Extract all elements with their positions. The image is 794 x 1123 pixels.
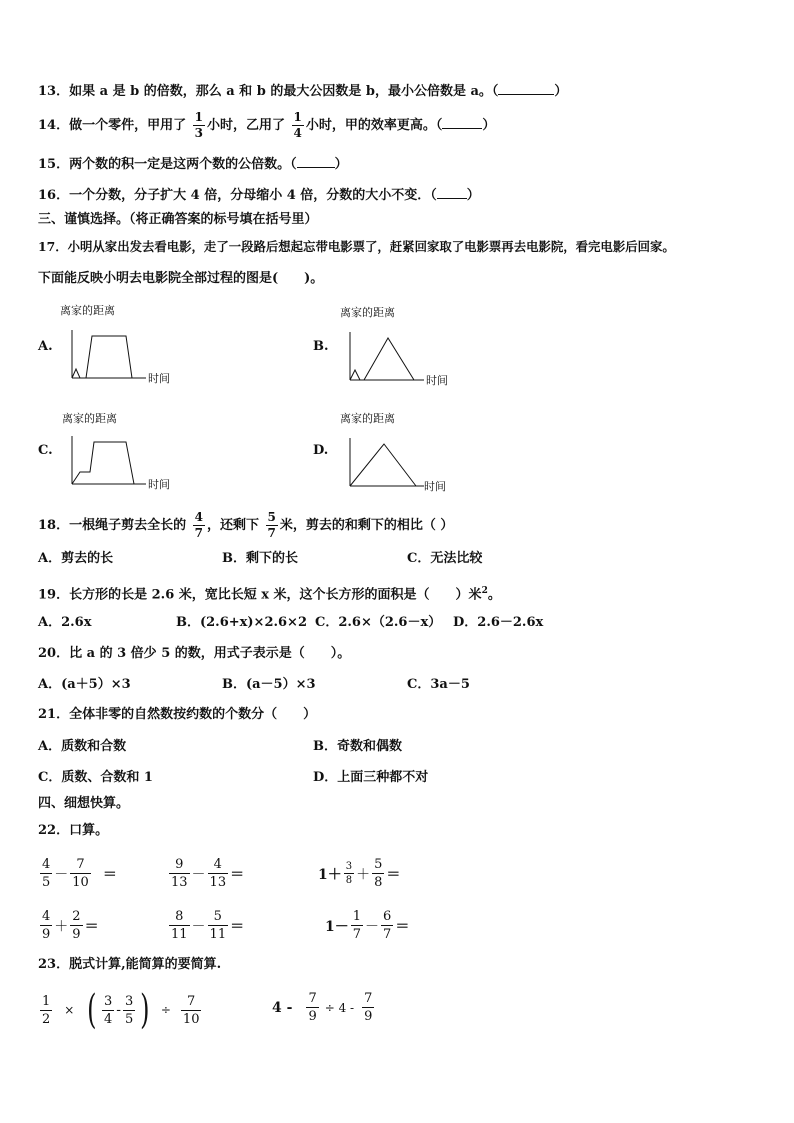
q22-expr-4: 4 9 ＋ 2 9 ＝ xyxy=(42,909,99,942)
q19-option-c[interactable]: C．2.6×（2.6－x） xyxy=(315,615,442,630)
q21-option-b[interactable]: B．奇数和偶数 xyxy=(313,739,402,754)
fraction-1-4: $\frac{1}{4}$ xyxy=(293,110,302,140)
q23-title: 23．脱式计算,能简算的要简算. xyxy=(38,957,222,972)
q23-expr-2: 4 - $\frac{7}{9}$ ÷ 4 - 7 9 xyxy=(272,991,373,1024)
q18-option-a[interactable]: A．剪去的长 xyxy=(38,551,114,566)
q13-text: 13．如果 a 是 b 的倍数，那么 a 和 b 的最大公因数是 b，最小公倍数是 a。（ xyxy=(38,84,499,99)
chart-b-xlabel: 时间 xyxy=(426,374,448,387)
q20-option-a[interactable]: A．(a＋5）×3 xyxy=(38,677,131,692)
chart-c[interactable] xyxy=(58,408,208,494)
section-4-heading: 四、细想快算。 xyxy=(38,796,130,811)
chart-a-xlabel: 时间 xyxy=(148,372,170,385)
fraction-1-3: $\frac{1}{3}$ xyxy=(194,110,203,140)
section-3-heading: 三、谨慎选择。（将正确答案的标号填在括号里） xyxy=(38,212,318,227)
q13-blank[interactable] xyxy=(498,82,554,95)
q17-line1: 17．小明从家出发去看电影，走了一段路后想起忘带电影票了，赶紧回家取了电影票再去电影院，看完电影后回家。 xyxy=(38,239,675,254)
q22-expr-6: 1－ 1 7 － 6 7 ＝ xyxy=(325,909,410,942)
q22-expr-2: 9 13 － 4 13 ＝ xyxy=(171,857,245,890)
chart-d-graph xyxy=(336,408,486,494)
q22-title: 22．口算。 xyxy=(38,823,109,838)
q21-option-c[interactable]: C．质数、合数和 1 xyxy=(38,770,153,785)
q15: 15．两个数的积一定是这两个数的公倍数。（ ） xyxy=(38,157,348,172)
option-d-label[interactable]: D. xyxy=(313,443,329,458)
q14: 14．做一个零件，甲用了 $\frac{1}{3}$ 小时，乙用了 $\frac{1}{4}$ 小时，甲的效率更高。（ ） xyxy=(38,110,496,140)
q18: 18．一根绳子剪去全长的 $\frac{4}{7}$ ，还剩下 $\frac{5}{7}$ 米，剪去的和剩下的相比（ ） xyxy=(38,510,454,540)
chart-a-ylabel: 离家的距离 xyxy=(60,304,115,317)
chart-c-graph xyxy=(58,408,208,494)
q19-option-a[interactable]: A．2.6x xyxy=(38,615,92,630)
q14-blank[interactable] xyxy=(442,116,482,129)
q13: 13．如果 a 是 b 的倍数，那么 a 和 b 的最大公因数是 b，最小公倍数是 a。（ ） xyxy=(38,84,568,99)
chart-c-xlabel: 时间 xyxy=(148,478,170,491)
option-a-label[interactable]: A. xyxy=(38,339,53,354)
chart-b[interactable] xyxy=(336,302,486,388)
q18-option-c[interactable]: C．无法比较 xyxy=(407,551,483,566)
q20-option-c[interactable]: C．3a－5 xyxy=(407,677,470,692)
q15-blank[interactable] xyxy=(297,155,335,168)
chart-d-ylabel: 离家的距离 xyxy=(340,412,395,425)
chart-a-graph xyxy=(58,302,208,388)
q21-option-d[interactable]: D．上面三种都不对 xyxy=(313,770,429,785)
q21-option-a[interactable]: A．质数和合数 xyxy=(38,739,127,754)
chart-d[interactable] xyxy=(336,408,486,494)
option-b-label[interactable]: B. xyxy=(313,339,329,354)
chart-a[interactable] xyxy=(58,302,208,388)
q22-expr-1: 4 5 － 7 10 ＝ xyxy=(42,857,117,890)
q17-line2: 下面能反映小明去电影院全部过程的图是( )。 xyxy=(38,271,324,286)
q23-expr-1: $\frac{1}{2}$ × ( 3 4 - 3 5 ) ÷ $\frac{7}{10}$ xyxy=(42,987,200,1033)
q16: 16．一个分数，分子扩大 4 倍，分母缩小 4 倍，分数的大小不变．（ ） xyxy=(38,188,480,203)
fraction-4-7: $\frac{4}{7}$ xyxy=(194,510,203,540)
chart-b-graph xyxy=(336,302,486,388)
fraction-5-7: $\frac{5}{7}$ xyxy=(267,510,276,540)
chart-d-xlabel: 时间 xyxy=(424,480,446,493)
q22-expr-3: 1＋ 3 8 ＋ 5 8 ＝ xyxy=(318,857,401,890)
chart-c-ylabel: 离家的距离 xyxy=(62,412,117,425)
q22-expr-5: 8 11 － 5 11 ＝ xyxy=(171,909,245,942)
q20: 20．比 a 的 3 倍少 5 的数，用式子表示是（ ）。 xyxy=(38,646,351,661)
q16-blank[interactable] xyxy=(437,186,467,199)
q18-option-b[interactable]: B．剩下的长 xyxy=(222,551,298,566)
q19: 19．长方形的长是 2.6 米，宽比长短 x 米，这个长方形的面积是（ ）米$^2$。 xyxy=(38,586,501,603)
q19-option-b[interactable]: B．(2.6+x)×2.6×2 xyxy=(176,615,307,630)
q21: 21．全体非零的自然数按约数的个数分（ ） xyxy=(38,707,317,722)
q20-option-b[interactable]: B．(a－5）×3 xyxy=(222,677,316,692)
option-c-label[interactable]: C. xyxy=(38,443,53,458)
chart-b-ylabel: 离家的距离 xyxy=(340,306,395,319)
q19-option-d[interactable]: D．2.6－2.6x xyxy=(453,615,544,630)
